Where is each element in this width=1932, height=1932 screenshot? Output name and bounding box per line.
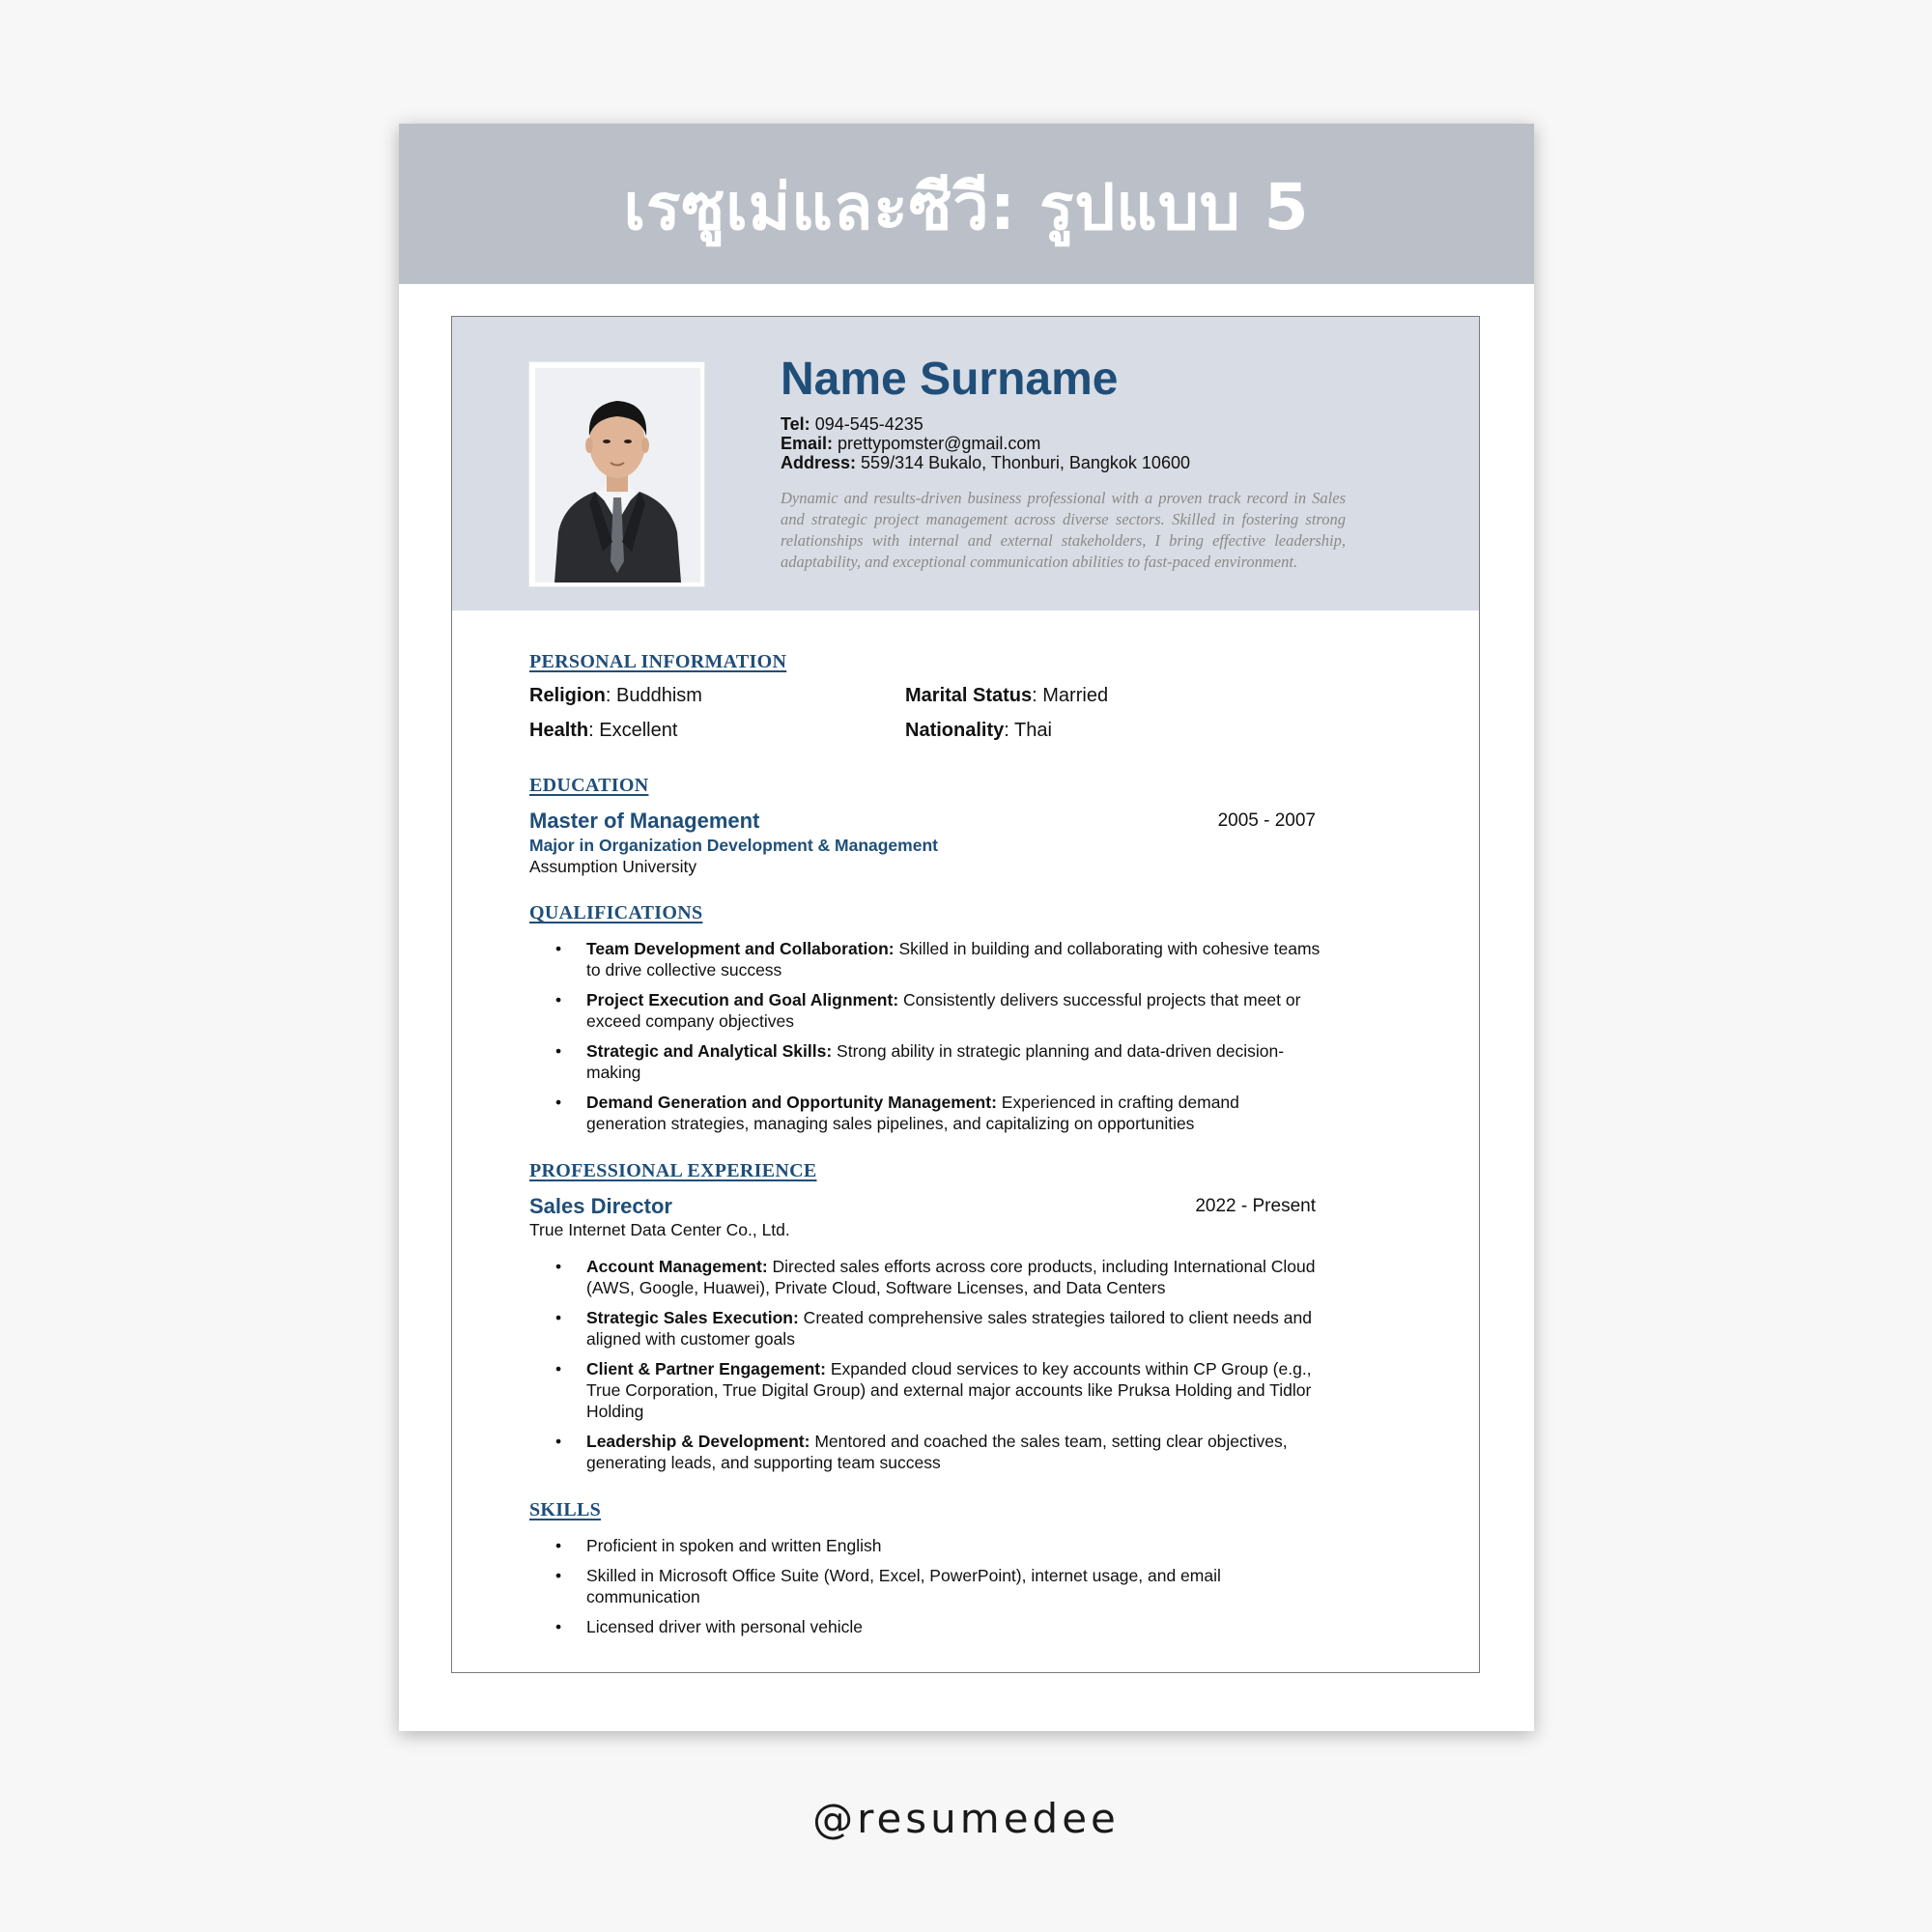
- job-company: True Internet Data Center Co., Ltd.: [529, 1220, 790, 1239]
- item-text: Directed sales efforts across core products, including International Cloud (AWS, Google, Huawei), Private Cloud, Software Licenses, and Data Centers: [586, 1257, 1316, 1297]
- bullet: •: [555, 1257, 562, 1276]
- contact-address: [781, 453, 1190, 472]
- item-title: Client & Partner Engagement:: [586, 1359, 826, 1378]
- education-heading: EDUCATION: [529, 775, 649, 796]
- footer-handle: @resumedee: [812, 1795, 1120, 1842]
- profile-photo: [528, 361, 705, 587]
- qualifications-heading: QUALIFICATIONS: [529, 902, 703, 923]
- item-text: Created comprehensive sales strategies tailored to client needs and aligned with customer goals: [586, 1308, 1312, 1349]
- resume-header: [452, 317, 1479, 611]
- bullet: •: [555, 939, 562, 958]
- address-label: Address:: [781, 453, 857, 472]
- email-value: prettypomster@gmail.com: [838, 434, 1041, 453]
- item-text: Skilled in building and collaborating with cohesive teams to drive collective success: [586, 939, 1321, 980]
- item-title: Demand Generation and Opportunity Management:: [586, 1093, 997, 1112]
- religion-value: : Buddhism: [605, 685, 702, 706]
- list-item: [529, 1092, 1321, 1134]
- job-role: Sales Director: [529, 1194, 672, 1218]
- person-portrait-icon: [535, 368, 700, 582]
- bullet: •: [555, 1566, 562, 1585]
- item-title: Strategic and Analytical Skills:: [586, 1041, 833, 1061]
- bullet: •: [555, 990, 562, 1009]
- health-field: [529, 720, 677, 742]
- list-item: [529, 1535, 1321, 1556]
- bullet: •: [555, 1093, 562, 1112]
- nationality-value: : Thai: [1004, 720, 1052, 741]
- marital-field: [905, 685, 1108, 707]
- item-title: Leadership & Development:: [586, 1432, 810, 1451]
- item-title: Account Management:: [586, 1257, 768, 1276]
- candidate-name: Name Surname: [781, 354, 1119, 405]
- banner-title: เรซูเม่และซีวี: รูปแบบ 5: [623, 169, 1310, 244]
- experience-list: [529, 1256, 1321, 1482]
- bullet: •: [555, 1617, 562, 1636]
- list-item: [529, 1256, 1321, 1298]
- item-text: Skilled in Microsoft Office Suite (Word, Excel, PowerPoint), internet usage, and email communication: [586, 1566, 1221, 1606]
- bullet: •: [555, 1308, 562, 1327]
- item-text: Strong ability in strategic planning and data-driven decision-making: [586, 1041, 1285, 1082]
- item-title: Project Execution and Goal Alignment:: [586, 990, 899, 1009]
- bullet: •: [555, 1041, 562, 1061]
- education-major: Major in Organization Development & Management: [529, 836, 938, 855]
- skills-heading: SKILLS: [529, 1499, 602, 1520]
- list-item: [529, 1565, 1321, 1607]
- qualifications-list: [529, 938, 1321, 1143]
- item-text: Licensed driver with personal vehicle: [586, 1617, 863, 1636]
- list-item: [529, 1431, 1321, 1473]
- email-label: Email:: [781, 434, 834, 453]
- title-banner: [399, 124, 1534, 284]
- list-item: [529, 938, 1321, 980]
- contact-email: [781, 434, 1190, 453]
- tel-value: 094-545-4235: [814, 414, 923, 434]
- list-item: [529, 989, 1321, 1032]
- list-item: [529, 1358, 1321, 1422]
- bullet: •: [555, 1359, 562, 1378]
- education-school: Assumption University: [529, 857, 697, 876]
- health-label: Health: [529, 720, 589, 741]
- skills-list: [529, 1535, 1321, 1646]
- bullet: •: [555, 1432, 562, 1451]
- religion-label: Religion: [529, 685, 606, 706]
- personal-info-heading: PERSONAL INFORMATION: [529, 651, 787, 672]
- job-dates: 2022 - Present: [1195, 1196, 1316, 1216]
- contact-block: [781, 414, 1190, 472]
- degree-title: Master of Management: [529, 809, 760, 833]
- resume-template-card: [399, 124, 1534, 1731]
- item-text: Consistently delivers successful projects that meet or exceed company objectives: [586, 990, 1301, 1031]
- nationality-label: Nationality: [905, 720, 1005, 741]
- profile-summary: Dynamic and results-driven business professional with a proven track record in Sales and strategic project management across diverse sectors. Skilled in fostering strong relationships with internal and external stakeholders, I bring effective leadership, adaptability, and exceptional communication abilities to fast-paced environment.: [781, 489, 1346, 571]
- marital-value: : Married: [1032, 685, 1109, 706]
- religion-field: [529, 685, 702, 707]
- address-value: 559/314 Bukalo, Thonburi, Bangkok 10600: [861, 453, 1190, 472]
- item-title: Team Development and Collaboration:: [586, 939, 895, 958]
- item-text: Expanded cloud services to key accounts within CP Group (e.g., True Corporation, True Digital Group) and external major accounts like Pruksa Holding and Tidlor Holding: [586, 1359, 1312, 1421]
- item-text: Experienced in crafting demand generation strategies, managing sales pipelines, and capitalizing on opportunities: [586, 1093, 1239, 1133]
- contact-tel: [781, 414, 1190, 434]
- tel-label: Tel:: [781, 414, 810, 434]
- item-text: Proficient in spoken and written English: [586, 1536, 882, 1555]
- marital-label: Marital Status: [905, 685, 1033, 706]
- health-value: : Excellent: [588, 720, 678, 741]
- list-item: [529, 1616, 1321, 1637]
- item-text: Mentored and coached the sales team, setting clear objectives, generating leads, and supporting team success: [586, 1432, 1288, 1472]
- experience-heading: PROFESSIONAL EXPERIENCE: [529, 1160, 817, 1181]
- resume-page: [451, 316, 1480, 1673]
- education-dates: 2005 - 2007: [1217, 810, 1316, 831]
- list-item: [529, 1307, 1321, 1350]
- bullet: •: [555, 1536, 562, 1555]
- nationality-field: [905, 720, 1052, 742]
- list-item: [529, 1040, 1321, 1083]
- item-title: Strategic Sales Execution:: [586, 1308, 799, 1327]
